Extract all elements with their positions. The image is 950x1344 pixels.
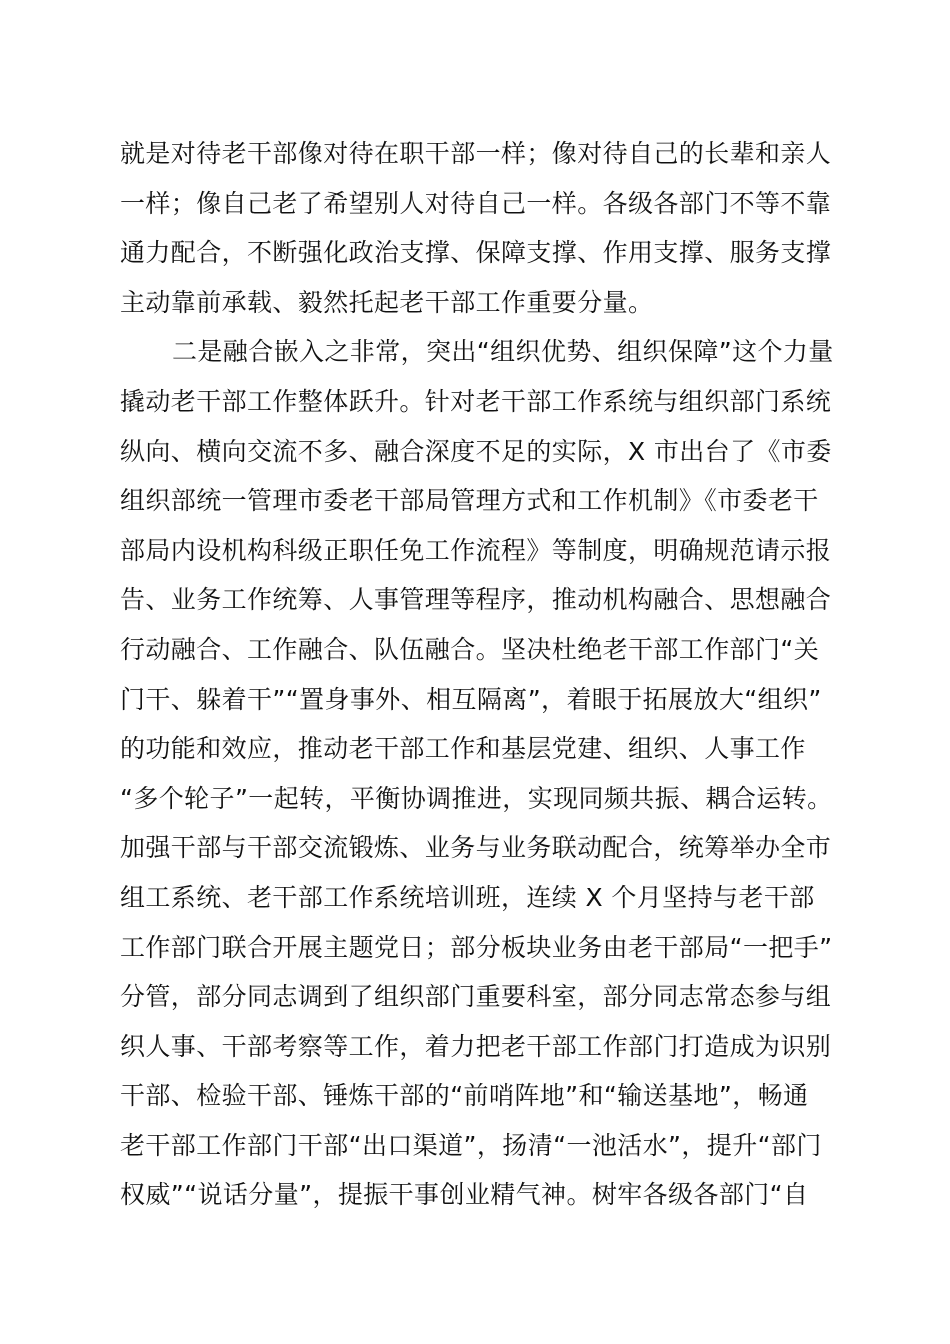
text-line: 织人事、干部考察等工作，着力把老干部工作部门打造成为识别 xyxy=(120,1031,832,1061)
text-line: “多个轮子”一起转，平衡协调推进，实现同频共振、耦合运转。 xyxy=(120,783,833,813)
text-line: 门干、躲着干”“置身事外、相互隔离”，着眼于拓展放大“组织” xyxy=(120,684,822,714)
text-line: 行动融合、工作融合、队伍融合。坚决杜绝老干部工作部门“关 xyxy=(120,634,820,664)
body-text xyxy=(120,129,840,1220)
text-line: 部局内设机构科级正职任免工作流程》等制度，明确规范请示报 xyxy=(120,535,832,565)
text-line: 就是对待老干部像对待在职干部一样；像对待自己的长辈和亲人 xyxy=(120,139,832,168)
text-line: 工作部门联合开展主题党日；部分板块业务由老干部局“一把手” xyxy=(120,932,833,962)
text-line: 加强干部与干部交流锻炼、业务与业务联动配合，统筹举办全市 xyxy=(120,833,832,863)
text-line: 干部、检验干部、锤炼干部的“前哨阵地”和“输送基地”，畅通 xyxy=(120,1081,809,1111)
text-line: 组织部统一管理市委老干部局管理方式和工作机制》《市委老干 xyxy=(120,486,819,516)
text-line: 撬动老干部工作整体跃升。针对老干部工作系统与组织部门系统 xyxy=(120,386,832,416)
text-line: 的功能和效应，推动老干部工作和基层党建、组织、人事工作 xyxy=(120,734,806,764)
text-line: 通力配合，不断强化政治支撑、保障支撑、作用支撑、服务支撑 xyxy=(120,238,832,268)
text-line: 分管，部分同志调到了组织部门重要科室，部分同志常态参与组 xyxy=(120,982,832,1012)
text-line: 主动靠前承载、毅然托起老干部工作重要分量。 xyxy=(120,287,654,317)
text-line: 组工系统、老干部工作系统培训班，连续 X 个月坚持与老干部 xyxy=(120,882,815,912)
paragraph-start-line: 二是融合嵌入之非常，突出“组织优势、组织保障”这个力量 xyxy=(172,337,834,367)
text-line: 纵向、横向交流不多、融合深度不足的实际，X 市出台了《市委 xyxy=(120,436,832,466)
text-line: 告、业务工作统筹、人事管理等程序，推动机构融合、思想融合 xyxy=(120,585,832,615)
text-line: 权威”“说话分量”，提振干事创业精气神。树牢各级各部门“自 xyxy=(120,1180,809,1210)
text-line: 老干部工作部门干部“出口渠道”，扬清“一池活水”，提升“部门 xyxy=(120,1130,822,1160)
text-line: 一样；像自己老了希望别人对待自己一样。各级各部门不等不靠 xyxy=(120,188,832,218)
